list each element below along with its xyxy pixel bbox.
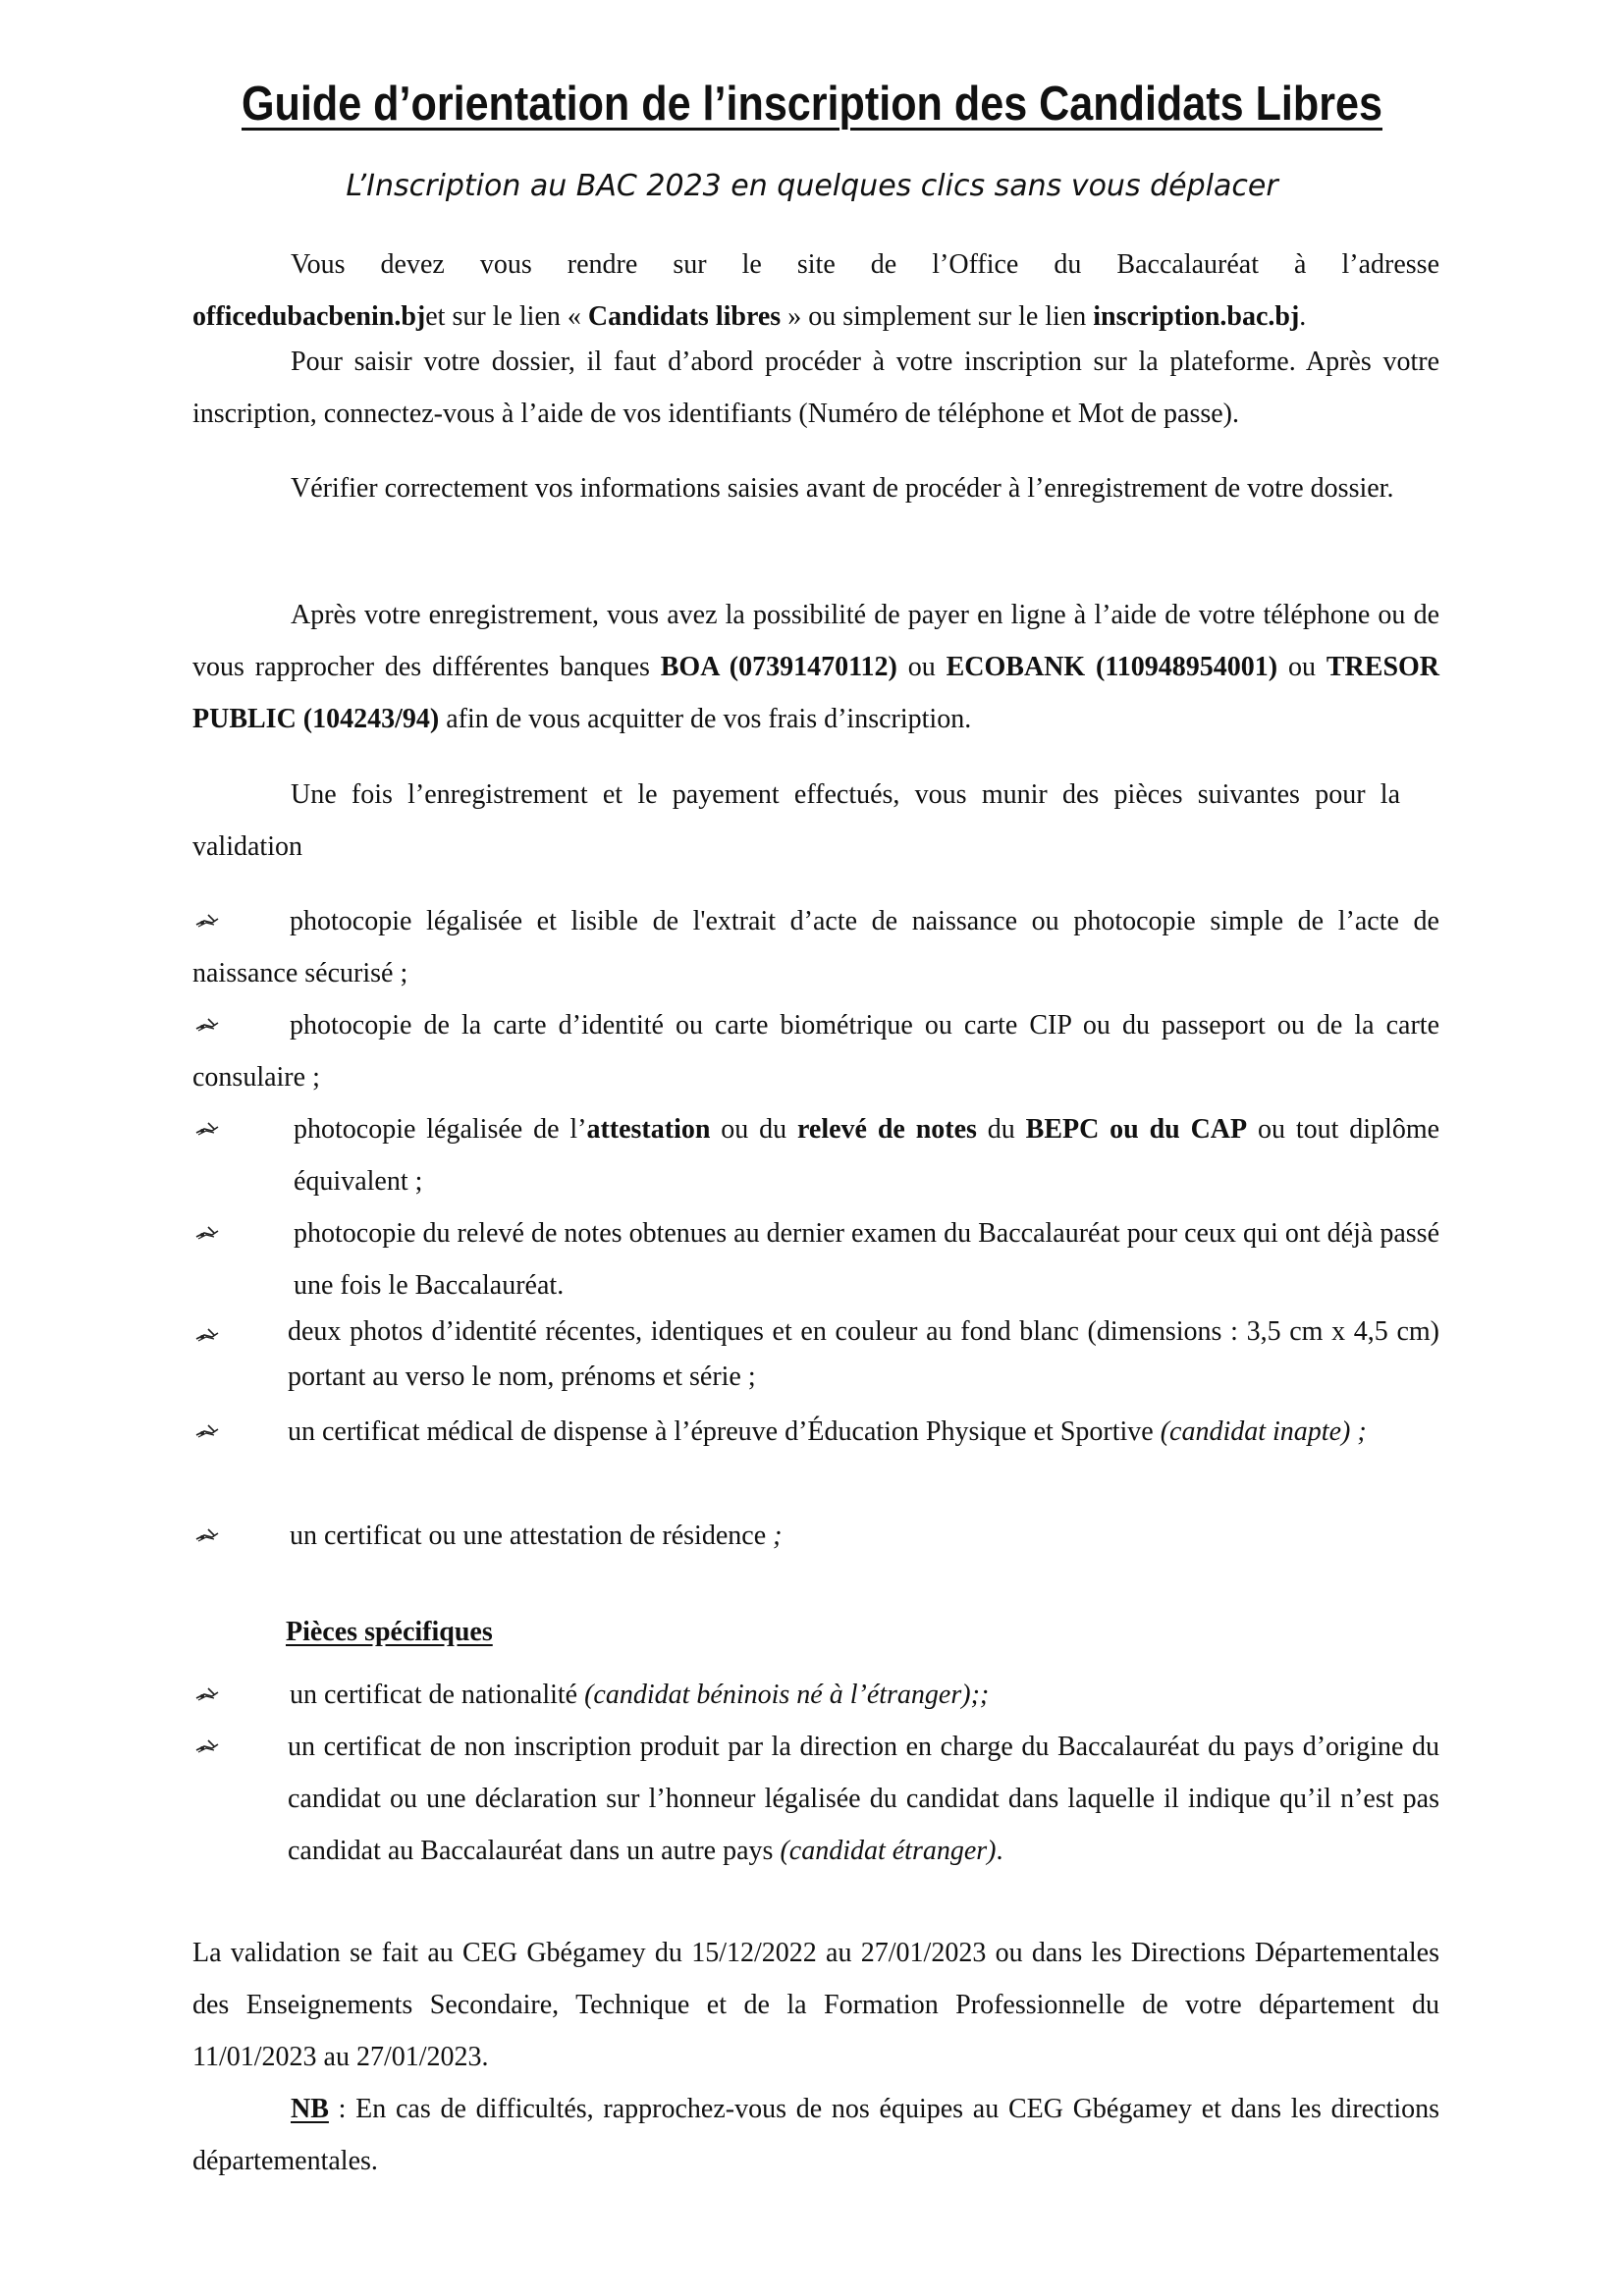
list-item [192, 1207, 1439, 1311]
writing-hand-icon [192, 1406, 222, 1458]
writing-hand-icon [192, 1721, 222, 1773]
intro-text: Vous devez vous rendre sur le site de l’Office du Baccalauréat à l’adresse [291, 249, 1439, 280]
piece-text: un certificat ou une attestation de résidence [290, 1521, 774, 1551]
piece-text: ou du [710, 1114, 797, 1145]
piece-note: ; [773, 1521, 783, 1551]
piece-text: un certificat de non inscription produit par la direction en charge du Baccalauréat du pays d’origine du candidat ou une déclaration sur l’honneur légalisée du candidat dans laquelle il indique qu’il n’est pas candidat au Baccalauréat dans un autre pays [288, 1732, 1439, 1866]
intro-text: Vérifier correctement vos informations saisies avant de procéder à l’enregistrement de votre dossier. [291, 473, 1394, 504]
intro-paragraph-site [192, 239, 1439, 343]
intro-text: et sur le lien « [425, 301, 588, 332]
piece-emphasis: BEPC ou du CAP [1025, 1114, 1248, 1145]
intro-text: afin de vous acquitter de vos frais d’inscription. [439, 704, 972, 734]
site-address: officedubacbenin.bj [192, 301, 426, 332]
candidats-libres-link: Candidats libres [587, 301, 782, 332]
writing-hand-icon [192, 1309, 222, 1362]
list-item [192, 1103, 1439, 1207]
writing-hand-icon [192, 1669, 222, 1721]
list-item [192, 1669, 1439, 1721]
intro-text: Une fois l’enregistrement et le payement effectués, vous munir des pièces suivantes pour la validation [192, 779, 1400, 862]
list-item [192, 895, 1439, 999]
nb-paragraph [192, 2083, 1439, 2187]
bank-ecobank: ECOBANK (110948954001) [946, 652, 1278, 682]
writing-hand-icon [192, 1207, 222, 1259]
nb-label: NB [291, 2094, 329, 2124]
page-subtitle: L’Inscription au BAC 2023 en quelques clics sans vous déplacer [346, 169, 1278, 203]
page-title: Guide d’orientation de l’inscription des Candidats Libres [241, 78, 1382, 131]
piece-text: un certificat de nationalité [290, 1680, 585, 1710]
specific-pieces-heading: Pièces spécifiques [286, 1617, 493, 1647]
piece-text: deux photos d’identité récentes, identiques et en couleur au fond blanc (dimensions : 3,5 cm x 4,5 cm) portant au verso le nom, prénoms et série ; [288, 1316, 1439, 1392]
intro-text: ou [896, 652, 947, 682]
intro-text: » ou simplement sur le lien [781, 301, 1094, 332]
piece-text: ou tout diplôme équivalent ; [294, 1114, 1440, 1197]
piece-text: photocopie légalisée de l’ [294, 1114, 587, 1145]
piece-note: (candidat béninois né à l’étranger);; [584, 1680, 990, 1710]
list-item [192, 1406, 1439, 1458]
intro-paragraph-payment [192, 589, 1439, 745]
list-item [192, 1510, 1439, 1562]
intro-paragraph-validation [192, 769, 1400, 873]
piece-text: un certificat médical de dispense à l’épreuve d’Éducation Physique et Sportive [288, 1416, 1161, 1447]
piece-emphasis: attestation [586, 1114, 711, 1145]
writing-hand-icon [192, 999, 222, 1051]
inscription-link: inscription.bac.bj [1093, 301, 1300, 332]
piece-text: photocopie légalisée et lisible de l'extrait d’acte de naissance ou photocopie simple de l’acte de naissance sécurisé ; [192, 906, 1439, 988]
intro-text: . [1299, 301, 1307, 332]
piece-text: . [996, 1836, 1003, 1866]
intro-text: ou [1277, 652, 1326, 682]
piece-note: (candidat étranger) [780, 1836, 997, 1866]
piece-note: (candidat inapte) ; [1160, 1416, 1367, 1447]
piece-text: photocopie de la carte d’identité ou carte biométrique ou carte CIP ou du passeport ou de la carte consulaire ; [192, 1010, 1439, 1093]
intro-text: Pour saisir votre dossier, il faut d’abord procéder à votre inscription sur la plateforme. Après votre inscription, connectez-vous à l’aide de vos identifiants (Numéro de téléphone et Mot de passe). [192, 347, 1439, 429]
bank-boa: BOA (07391470112) [660, 652, 897, 682]
piece-text: photocopie du relevé de notes obtenues au dernier examen du Baccalauréat pour ceux qui ont déjà passé une fois le Baccalauréat. [294, 1218, 1439, 1301]
intro-text: Après votre enregistrement, vous avez la possibilité de payer en ligne à l’aide de votre téléphone ou de vous rapprocher des différentes banques [192, 600, 1439, 682]
piece-emphasis: relevé de notes [797, 1114, 977, 1145]
writing-hand-icon [192, 1510, 222, 1562]
list-item [192, 999, 1439, 1103]
writing-hand-icon [192, 895, 222, 947]
bank-tresor-public: TRESOR PUBLIC (104243/94) [192, 652, 1440, 734]
intro-paragraph-verify [192, 462, 1439, 514]
intro-paragraph-register [192, 336, 1439, 440]
validation-paragraph: La validation se fait au CEG Gbégamey du 15/12/2022 au 27/01/2023 ou dans les Directions Départementales des Enseignements Secondaire, Technique et de la Formation Professionnelle de votre département du 11/01/2023 au 27/01/2023. [192, 1938, 1439, 2072]
nb-text: : En cas de difficultés, rapprochez-vous de nos équipes au CEG Gbégamey et dans les directions départementales. [192, 2094, 1439, 2176]
list-item [192, 1721, 1439, 1877]
writing-hand-icon [192, 1103, 222, 1155]
list-item [192, 1309, 1439, 1400]
piece-text: du [976, 1114, 1026, 1145]
